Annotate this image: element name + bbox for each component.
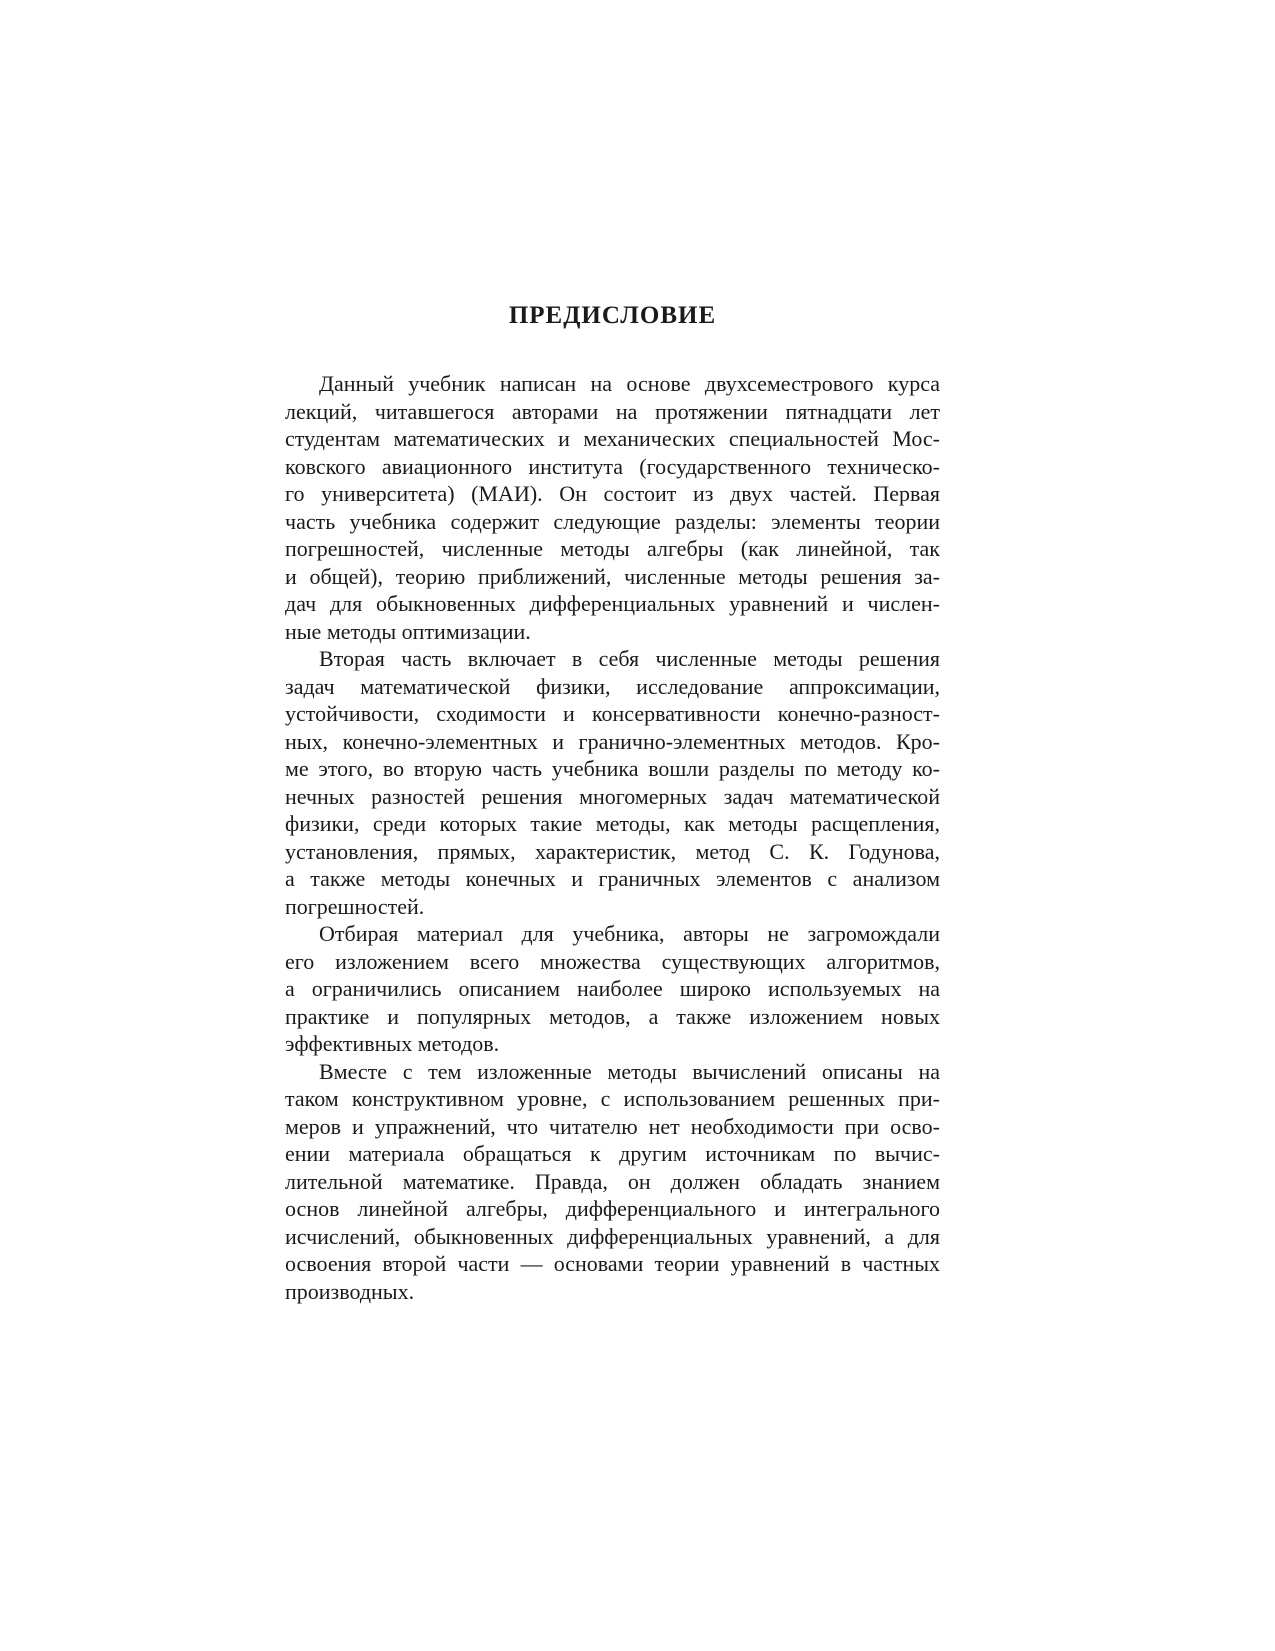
text-line: Отбирая материал для учебника, авторы не загромождали: [319, 921, 940, 946]
text-line: погрешностей, численные методы алгебры (как линейной, так: [285, 536, 940, 561]
text-line: его изложением всего множества существующих алгоритмов,: [285, 948, 940, 974]
text-line: таком конструктивном уровне, с использованием решенных при-: [285, 1086, 940, 1111]
text-line: студентам математических и механических специальностей Мос-: [285, 426, 940, 451]
paragraph-4: [285, 1058, 940, 1306]
page-title: ПРЕДИСЛОВИЕ: [508, 302, 717, 329]
text-line: дач для обыкновенных дифференциальных уравнений и числен-: [285, 591, 940, 616]
text-line: освоения второй части — основами теории уравнений в частных: [285, 1251, 940, 1276]
paragraph-3: [285, 920, 940, 1058]
text-line: ные методы оптимизации.: [285, 618, 531, 644]
text-line: часть учебника содержит следующие разделы: элементы теории: [285, 508, 940, 534]
paragraph-2: [285, 645, 940, 920]
text-line: го университета) (МАИ). Он состоит из двух частей. Первая: [285, 481, 940, 506]
text-line: а ограничились описанием наиболее широко используемых на: [285, 976, 940, 1001]
text-line: Вторая часть включает в себя численные методы решения: [319, 646, 940, 671]
text-line: эффективных методов.: [285, 1031, 500, 1056]
text-line: Данный учебник написан на основе двухсеместрового курса: [319, 371, 940, 396]
text-line: ении материала обращаться к другим источникам по вычис-: [285, 1141, 940, 1166]
text-line: задач математической физики, исследование аппроксимации,: [285, 673, 940, 699]
text-line: ме этого, во вторую часть учебника вошли разделы по методу ко-: [285, 756, 940, 781]
text-line: устойчивости, сходимости и консервативности конечно-разност-: [285, 701, 940, 726]
text-line: физики, среди которых такие методы, как методы расщепления,: [285, 811, 940, 836]
text-line: установления, прямых, характеристик, метод С. К. Годунова,: [285, 838, 940, 864]
text-line: лекций, читавшегося авторами на протяжении пятнадцати лет: [285, 398, 940, 424]
text-line: ных, конечно-элементных и гранично-элементных методов. Кро-: [285, 728, 940, 754]
paragraph-1: [285, 370, 940, 645]
text-line: погрешностей.: [285, 893, 425, 919]
text-line: основ линейной алгебры, дифференциального и интегрального: [285, 1196, 940, 1221]
text-line: а также методы конечных и граничных элементов с анализом: [285, 866, 940, 891]
text-line: ковского авиационного института (государственного техническо-: [285, 453, 940, 479]
text-line: производных.: [285, 1278, 415, 1304]
text-line: Вместе с тем изложенные методы вычислений описаны на: [319, 1058, 940, 1084]
text-line: и общей), теорию приближений, численные методы решения за-: [285, 563, 940, 589]
preface-body: [285, 370, 940, 1305]
text-line: лительной математике. Правда, он должен обладать знанием: [285, 1168, 940, 1194]
text-line: меров и упражнений, что читателю нет необходимости при осво-: [285, 1113, 940, 1139]
text-line: исчислений, обыкновенных дифференциальных уравнений, а для: [285, 1223, 940, 1249]
text-line: нечных разностей решения многомерных задач математической: [285, 783, 940, 809]
text-line: практике и популярных методов, а также изложением новых: [285, 1003, 940, 1029]
